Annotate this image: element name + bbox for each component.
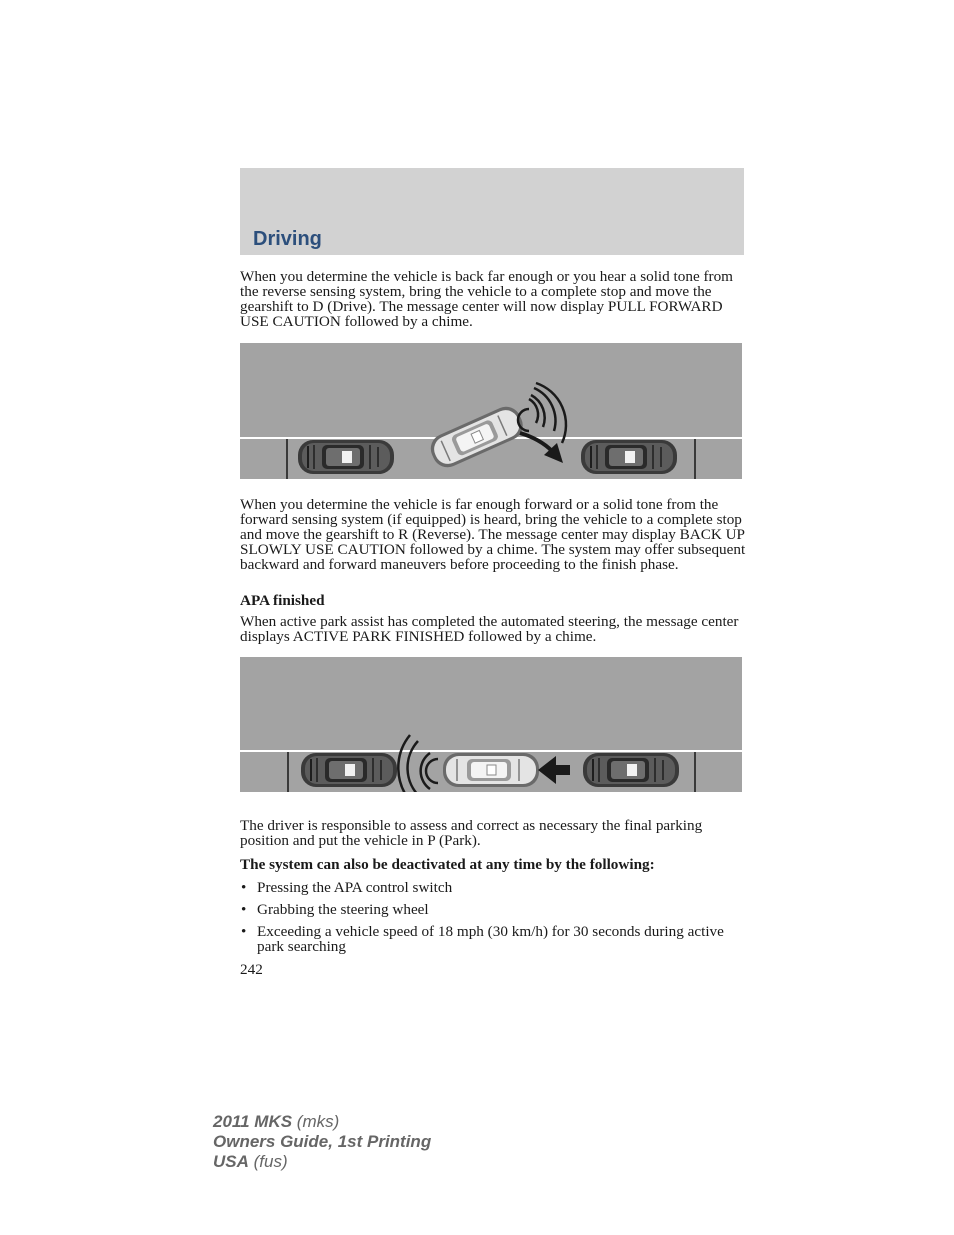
paragraph-driver-responsible: The driver is responsible to assess and correct as necessary the final parking position and put the vehicle in P (Park). [240,817,703,849]
paragraph-apa-finished: When active park assist has completed the automated steering, the message center displays ACTIVE PARK FINISHED followed by a chime. [240,613,739,645]
section-header [240,168,744,255]
heading-deactivation: The system can also be deactivated at any time by the following: [240,856,655,873]
list-item: • Exceeding a vehicle speed of 18 mph (30 km/h) for 30 seconds during active park searching [240,924,746,954]
parked-car-rear [298,440,394,474]
footer-guide: Owners Guide, 1st Printing [213,1132,432,1151]
footer-line-model [213,1112,431,1132]
figure-pull-forward [240,343,742,479]
footer-imprint [213,1112,431,1172]
section-title: Driving [253,228,322,250]
footer-line-guide [213,1132,431,1152]
footer-region-code: (fus) [253,1152,288,1171]
page-number: 242 [240,961,263,978]
parked-car-front [581,440,677,474]
footer-line-region [213,1152,431,1172]
heading-apa-finished: APA finished [240,592,325,609]
park-finished-illustration [240,657,742,792]
list-item: • Grabbing the steering wheel [240,902,746,917]
parked-car-finished [443,753,539,787]
parked-car-front [583,753,679,787]
footer-model-code: (mks) [296,1112,340,1131]
pull-forward-illustration [240,343,742,479]
figure-park-finished [240,657,742,792]
footer-model: 2011 MKS [213,1112,293,1131]
deactivation-list [240,880,746,961]
footer-region: USA [213,1152,249,1171]
paragraph-back-up: When you determine the vehicle is far enough forward or a solid tone from the forward sensing system (if equipped) is heard, bring the vehicle to a complete stop and move the gearshift to R (Reverse). The message center may display BACK UP SLOWLY USE CAUTION followed by a chime. The system may offer subsequent backward and forward maneuvers before proceeding to the finish phase. [240,496,746,573]
paragraph-pull-forward: When you determine the vehicle is back far enough or you hear a solid tone from the reverse sensing system, bring the vehicle to a complete stop and move the gearshift to D (Drive). The message center will now display PULL FORWARD USE CAUTION followed by a chime. [240,268,734,330]
parked-car-rear [301,753,397,787]
list-item: • Pressing the APA control switch [240,880,746,895]
